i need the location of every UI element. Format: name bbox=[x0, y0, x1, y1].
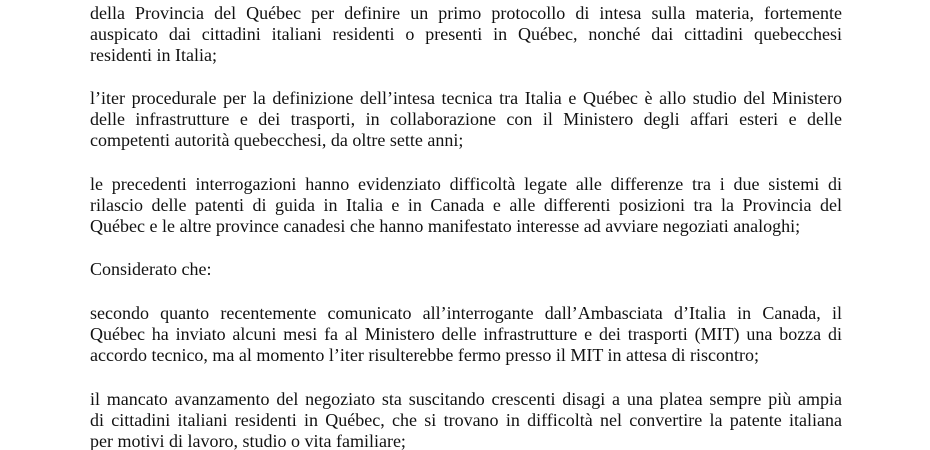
text-line: il mancato avanzamento del negoziato sta suscitando crescenti disagi a una platea sempre più ampia bbox=[90, 389, 842, 409]
text-line: della Provincia del Québec per definire un primo protocollo di intesa sulla materia, fortemente bbox=[90, 3, 842, 23]
text-line: Québec ha inviato alcuni mesi fa al Ministero delle infrastrutture e dei trasporti (MIT) una bozza di bbox=[90, 324, 842, 344]
paragraph-considerato-heading bbox=[90, 259, 842, 280]
document-page bbox=[90, 0, 842, 450]
paragraph-precedenti-interrogazioni bbox=[90, 174, 842, 237]
text-line: le precedenti interrogazioni hanno evidenziato difficoltà legate alle differenze tra i due sistemi di bbox=[90, 174, 842, 194]
text-line: per motivi di lavoro, studio o vita familiare; bbox=[90, 431, 406, 450]
text-line: Québec e le altre province canadesi che hanno manifestato interesse ad avviare negoziati analoghi; bbox=[90, 216, 801, 236]
text-line: secondo quanto recentemente comunicato all’interrogante dall’Ambasciata d’Italia in Canada, il bbox=[90, 303, 842, 323]
text-line: delle infrastrutture e dei trasporti, in collaborazione con il Ministero degli affari esteri e delle bbox=[90, 109, 842, 129]
text-line: l’iter procedurale per la definizione dell’intesa tecnica tra Italia e Québec è allo studio del Ministero bbox=[90, 88, 842, 108]
text-line: rilascio delle patenti di guida in Italia e in Canada e alle differenti posizioni tra la Provincia del bbox=[90, 195, 842, 215]
text-line: di cittadini italiani residenti in Québec, che si trovano in difficoltà nel convertire la patente italiana bbox=[90, 410, 842, 430]
text-line: competenti autorità quebecchesi, da oltre sette anni; bbox=[90, 130, 464, 150]
paragraph-ambasciata bbox=[90, 303, 842, 366]
paragraph-quebec-protocol bbox=[90, 3, 842, 66]
text-line: accordo tecnico, ma al momento l’iter risulterebbe fermo presso il MIT in attesa di riscontro; bbox=[90, 345, 759, 365]
paragraph-mancato-avanzamento bbox=[90, 389, 842, 450]
paragraph-iter-procedurale bbox=[90, 88, 842, 151]
text-line: Considerato che: bbox=[90, 259, 212, 279]
text-line: residenti in Italia; bbox=[90, 45, 217, 65]
text-line: auspicato dai cittadini italiani residenti o presenti in Québec, nonché dai cittadini quebecchesi bbox=[90, 24, 842, 44]
